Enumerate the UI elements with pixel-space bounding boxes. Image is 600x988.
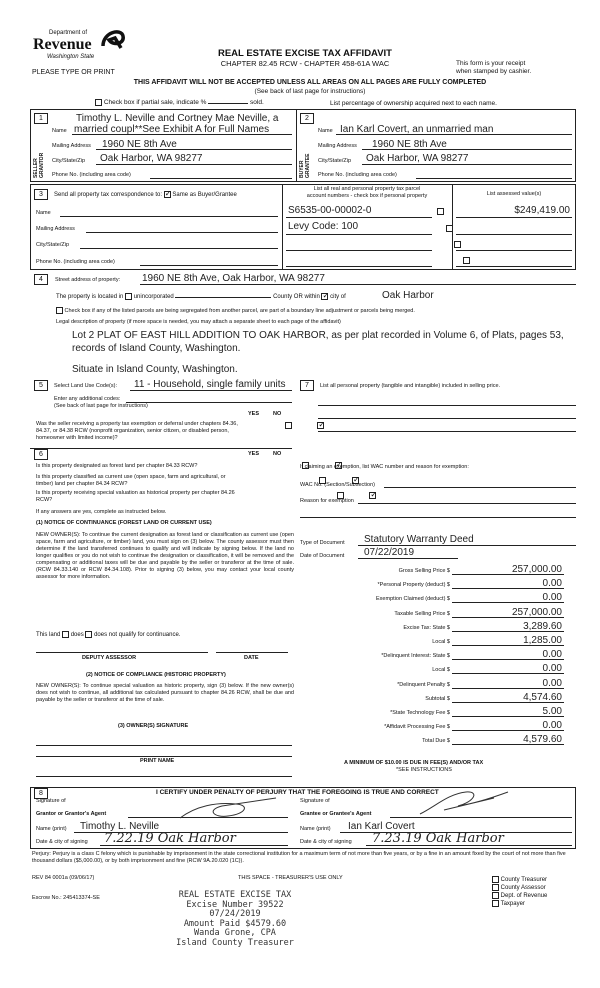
seller-name-label: Name — [52, 128, 67, 134]
notice2-title: (2) NOTICE OF COMPLIANCE (HISTORIC PROPERTY) — [86, 672, 226, 678]
grantee-date-city: 7.23.19 Oak Harbor — [372, 831, 504, 846]
tax-row-label: *Delinquent Interest: State $ — [381, 653, 450, 660]
tax-row-value: 4,574.60 — [523, 691, 562, 703]
tax-row-label: Total Due $ — [422, 738, 450, 745]
legal-label: Legal description of property (if more space is needed, you may attach a separate sheet to each page of the affidavit) — [56, 319, 341, 325]
buyer-name-label: Name — [318, 128, 333, 134]
unincorporated-checkbox[interactable] — [125, 293, 132, 300]
receipt-note1: This form is your receipt — [456, 60, 526, 67]
unincorporated-label: unincorporated — [133, 294, 174, 301]
dept-line1: Department of — [49, 30, 88, 36]
tax-row-label: Subtotal $ — [425, 695, 450, 702]
form-subtitle: CHAPTER 82.45 RCW - CHAPTER 458-61A WAC — [220, 59, 390, 68]
s3-city-label: City/State/Zip — [36, 242, 70, 248]
owner-signature-label: (3) OWNER(S) SIGNATURE — [118, 723, 189, 729]
tax-row-value: 257,000.00 — [511, 606, 562, 618]
deputy-date-label: DATE — [244, 655, 259, 661]
assessed-1: $249,419.00 — [514, 205, 570, 216]
tax-row-label: *State Technology Fee $ — [390, 710, 450, 716]
exempt-no-checkbox[interactable] — [317, 422, 324, 429]
tax-row-label: Local $ — [432, 667, 450, 674]
does-not-label: does not qualify for continuance. — [94, 632, 181, 639]
seller-phone-label: Phone No. (including area code) — [52, 172, 131, 178]
same-as-buyer-checkbox[interactable] — [164, 191, 171, 198]
parcel-2-checkbox[interactable] — [446, 225, 453, 232]
stamp-line5: Wanda Grone, CPA — [194, 928, 276, 938]
city-of-label: city of — [330, 294, 346, 301]
send-correspondence — [54, 191, 237, 198]
legal-desc-3: Situate in Island County, Washington. — [72, 364, 238, 375]
reason-label: Reason for exemption — [300, 498, 354, 504]
partial-sale — [95, 99, 264, 106]
s5-yes: YES — [248, 411, 260, 417]
tax-row-value: 5.00 — [542, 706, 562, 717]
stamp-line1: REAL ESTATE EXCISE TAX — [178, 890, 292, 900]
tax-row-label: Taxable Selling Price $ — [394, 610, 450, 617]
treasurer-stamp — [150, 891, 320, 948]
legal-desc-2: records of Island County, Washington. — [72, 343, 241, 354]
escrow-number: Escrow No.: 245413374-SE — [32, 895, 100, 901]
rev-number: REV 84 0001a (09/06/17) — [32, 875, 95, 881]
stamp-line3: 07/24/2019 — [209, 909, 261, 919]
partial-sale-label: Check box if partial sale, indicate % — [103, 99, 207, 107]
seller-mailing: 1960 NE 8th Ave — [102, 139, 177, 150]
parcel-4-checkbox[interactable] — [463, 257, 470, 264]
doc-type: Statutory Warranty Deed — [364, 534, 474, 545]
logo-icon — [99, 26, 127, 52]
s3-name-label: Name — [36, 210, 51, 216]
tax-row-label: Exemption Claimed (deduct) $ — [376, 596, 450, 603]
notice1-text: NEW OWNER(S): To continue the current designation as forest land or classification as current use (open space, farm and agriculture, or timber) land, you must sign on (3) below. The county assessor must then determine if the land transferred continues to qualify and will indicate by signing below. If the land no longer qualifies or you do not wish to continue the designation or classification, it will be removed and the compensating or additional taxes will be due and payable by the seller or transferor at the time of sale. (RCW 84.33.140 or RCW 84.34.108). Prior to signing (3) below, you may contact your local county assessor for more information. — [36, 532, 294, 580]
copy-item: Dept. of Revenue — [492, 892, 547, 900]
parcel-header2: account numbers - check box if personal property — [306, 193, 428, 199]
grantee-signature — [414, 788, 514, 820]
stamp-line2: Excise Number 39522 — [186, 899, 284, 910]
s5-no: NO — [273, 411, 282, 417]
dept-line3: Washington State — [47, 54, 95, 60]
see-instructions: *SEE INSTRUCTIONS — [396, 767, 452, 773]
tax-row-value: 0.00 — [542, 663, 562, 675]
land-use-label: Select Land Use Code(s): — [54, 383, 117, 389]
exempt-yes-checkbox[interactable] — [285, 422, 292, 429]
section-4-number: 4 — [34, 274, 48, 285]
ownership-note: List percentage of ownership acquired next to each name. — [330, 100, 497, 107]
exemption-label: If claiming an exemption, list WAC number and reason for exemption: — [300, 464, 469, 470]
tax-row-value: 0.00 — [542, 720, 562, 732]
wac-label: WAC No. (Section/Subsection) — [300, 482, 375, 488]
tax-row-label: Local $ — [432, 639, 450, 645]
grantee-agent-label: Grantee or Grantee's Agent — [300, 811, 372, 817]
doc-date: 07/22/2019 — [364, 547, 415, 558]
seller-city: Oak Harbor, WA 98277 — [100, 153, 203, 164]
grantor-date-city: 7.22.19 Oak Harbor — [104, 831, 236, 846]
additional-codes-label: Enter any additional codes: — [54, 396, 121, 402]
tax-row-value: 0.00 — [542, 649, 562, 661]
send-label: Send all property tax correspondence to: — [54, 192, 163, 199]
legal-desc-1: Lot 2 PLAT OF EAST HILL ADDITION TO OAK HARBOR, as per plat recorded in Volume 6, of Plats, pages 53, — [72, 330, 564, 341]
stamp-line4: Amount Paid $4579.60 — [183, 918, 287, 929]
grantee-name-label: Name (print) — [300, 826, 331, 832]
grantor-name: Timothy L. Neville — [80, 821, 160, 832]
tax-row-label: *Personal Property (deduct) $ — [377, 582, 450, 589]
copies-list — [492, 876, 547, 908]
seller-city-label: City/State/Zip — [52, 158, 86, 164]
s6-yes: YES — [248, 451, 260, 457]
grantee-name: Ian Karl Covert — [348, 821, 415, 832]
notice2-text: NEW OWNER(S): To continue special valuation as historic property, sign (3) below. If the new owner(s) does not wish to continue, all additional tax calculated pursuant to chapter 84.26 RCW, shall be due and payable by the seller or transferor at the time of sale. — [36, 683, 294, 703]
county-or-label: County OR within — [273, 294, 320, 301]
located-in — [56, 293, 346, 300]
this-land-label: This land — [36, 632, 61, 639]
exempt-question: Was the seller receiving a property tax exemption or deferral under chapters 84.36, 84.37, or 84.38 RCW (nonprofit organization, senior citizen, or disabled person, homeowner with limited income)? — [36, 421, 238, 441]
see-back: (See back of last page for instructions) — [254, 88, 366, 95]
minimum-note: A MINIMUM OF $10.00 IS DUE IN FEE(S) AND/OR TAX — [344, 760, 484, 766]
section-2-number: 2 — [300, 113, 314, 124]
copy-checkbox[interactable] — [492, 884, 499, 891]
section-3-number: 3 — [34, 189, 48, 200]
s3-phone-label: Phone No. (including area code) — [36, 259, 115, 265]
section-8-number: 8 — [34, 788, 48, 799]
buyer-phone-label: Phone No. (including area code) — [318, 172, 397, 178]
does-not-checkbox[interactable] — [85, 631, 92, 638]
grantor-signature — [176, 796, 286, 824]
copy-checkbox[interactable] — [492, 876, 499, 883]
grantor-agent-label: Grantor or Grantor's Agent — [36, 811, 107, 817]
historic-no-checkbox[interactable] — [369, 492, 376, 499]
located-label: The property is located in — [56, 294, 124, 301]
copy-checkbox[interactable] — [492, 900, 499, 907]
additional-codes-note: (See back of last page for instructions) — [54, 403, 148, 409]
seller-name-line1: Timothy L. Neville and Cortney Mae Neville, a — [76, 113, 279, 124]
tax-row-label: Gross Selling Price $ — [398, 568, 450, 574]
tax-row-value: 0.00 — [542, 578, 562, 590]
parcel-3-checkbox[interactable] — [454, 241, 461, 248]
treasurer-space: THIS SPACE - TREASURER'S USE ONLY — [238, 875, 343, 881]
land-use-code: 11 - Household, single family units — [134, 379, 286, 390]
copy-item: County Assessor — [492, 884, 547, 892]
tax-row-value: 0.00 — [542, 677, 562, 689]
buyer-mailing: 1960 NE 8th Ave — [372, 139, 447, 150]
section-1-number: 1 — [34, 113, 48, 124]
notice1-title: (1) NOTICE OF CONTINUANCE (FOREST LAND OR CURRENT USE) — [36, 520, 212, 526]
parcel-header1: List all real and personal property tax parcel — [313, 186, 421, 192]
if-yes-note: If any answers are yes, complete as instructed below. — [36, 509, 167, 515]
property-city: Oak Harbor — [382, 290, 434, 301]
grantor-sig-of: Signature of — [36, 798, 66, 804]
copy-item: County Treasurer — [492, 876, 547, 884]
tax-row-label: *Delinquent Penalty $ — [397, 681, 450, 688]
segregated-label: Check box if any of the listed parcels are being segregated from another parcel, are part of a boundary line adjustment or parcels being merged. — [64, 307, 415, 314]
forest-question: Is this property designated as forest land per chapter 84.33 RCW? — [36, 463, 198, 469]
tax-row-value: 257,000.00 — [511, 564, 562, 575]
stamp-line6: Island County Treasurer — [176, 937, 294, 948]
section-5-number: 5 — [34, 380, 48, 391]
grantee-date-label: Date & city of signing — [300, 839, 352, 845]
grantor-name-label: Name (print) — [36, 826, 67, 832]
section-6-number: 6 — [34, 449, 48, 460]
same-as-label: Same as Buyer/Grantee — [172, 192, 237, 199]
sold-label: sold. — [250, 99, 264, 107]
s6-no: NO — [273, 451, 282, 457]
seller-name-line2: married coupl**See Exhibit A for Full Names — [74, 124, 270, 135]
warning: THIS AFFIDAVIT WILL NOT BE ACCEPTED UNLESS ALL AREAS ON ALL PAGES ARE FULLY COMPLETED — [133, 79, 487, 86]
street-address: 1960 NE 8th Ave, Oak Harbor, WA 98277 — [142, 273, 325, 284]
tax-row-value: 4,579.60 — [523, 734, 562, 746]
personal-property-label: List all personal property (tangible and intangible) included in selling price. — [320, 383, 501, 389]
parcel-1-checkbox[interactable] — [437, 208, 444, 215]
tax-row-value: 3,289.60 — [523, 620, 562, 632]
dept-line2: Revenue — [33, 36, 92, 53]
historic-question: Is this property receiving special valuation as historical property per chapter 84.26 RCW? — [36, 490, 235, 503]
receipt-note2: when stamped by cashier. — [456, 68, 532, 75]
segregated — [56, 307, 415, 314]
assessed-header: List assessed value(s) — [486, 191, 542, 197]
tax-row-value: 1,285.00 — [523, 635, 562, 646]
parcel-2: Levy Code: 100 — [288, 221, 359, 232]
tax-row-label: Excise Tax: State $ — [403, 624, 450, 631]
copy-item: Taxpayer — [492, 900, 547, 908]
grantor-date-label: Date & city of signing — [36, 839, 88, 845]
seller-mailing-label: Mailing Address — [52, 143, 91, 149]
deputy-assessor-label: DEPUTY ASSESSOR — [82, 655, 137, 661]
print-name-label: PRINT NAME — [140, 758, 175, 764]
copy-checkbox[interactable] — [492, 892, 499, 899]
buyer-side-label: BUYER GRANTEE — [299, 153, 311, 178]
partial-sale-checkbox[interactable] — [95, 99, 102, 106]
doc-type-label: Type of Document — [300, 540, 345, 546]
buyer-name: Ian Karl Covert, an unmarried man — [340, 124, 494, 135]
form-title: REAL ESTATE EXCISE TAX AFFIDAVIT — [217, 48, 392, 59]
does-checkbox[interactable] — [62, 631, 69, 638]
perjury-note: Perjury: Perjury is a class C felony which is punishable by imprisonment in the state correctional institution for a maximum term of not more than five years, or by a fine in an amount fixed by the court of not more than five thousand dollars ($5,000.00), or by both imprisonment and fine (RCW 9A.20.020 (1C)). — [32, 851, 566, 864]
buyer-city: Oak Harbor, WA 98277 — [366, 153, 469, 164]
please-type: PLEASE TYPE OR PRINT — [32, 69, 115, 76]
buyer-city-label: City/State/Zip — [318, 158, 352, 164]
buyer-mailing-label: Mailing Address — [318, 143, 357, 149]
does-label: does — [70, 632, 84, 639]
grantee-sig-of: Signature of — [300, 798, 330, 804]
parcel-1: S6535-00-00002-0 — [288, 205, 372, 216]
tax-row-value: 0.00 — [542, 592, 562, 604]
certify-statement: I CERTIFY UNDER PENALTY OF PERJURY THAT THE FOREGOING IS TRUE AND CORRECT — [156, 789, 439, 796]
street-label: Street address of property: — [55, 277, 121, 283]
current-use-question: Is this property classified as current use (open space, farm and agricultural, or timber) land per chapter 84.34 RCW? — [36, 474, 226, 487]
continuance — [36, 631, 180, 638]
s3-mailing-label: Mailing Address — [36, 226, 75, 232]
doc-date-label: Date of Document — [300, 553, 345, 559]
section-7-number: 7 — [300, 380, 314, 391]
segregated-checkbox[interactable] — [56, 307, 63, 314]
tax-row-label: *Affidavit Processing Fee $ — [384, 724, 450, 731]
seller-side-label: SELLER GRANTOR — [33, 152, 45, 178]
revenue-logo — [33, 22, 133, 68]
city-of-checkbox[interactable] — [321, 293, 328, 300]
